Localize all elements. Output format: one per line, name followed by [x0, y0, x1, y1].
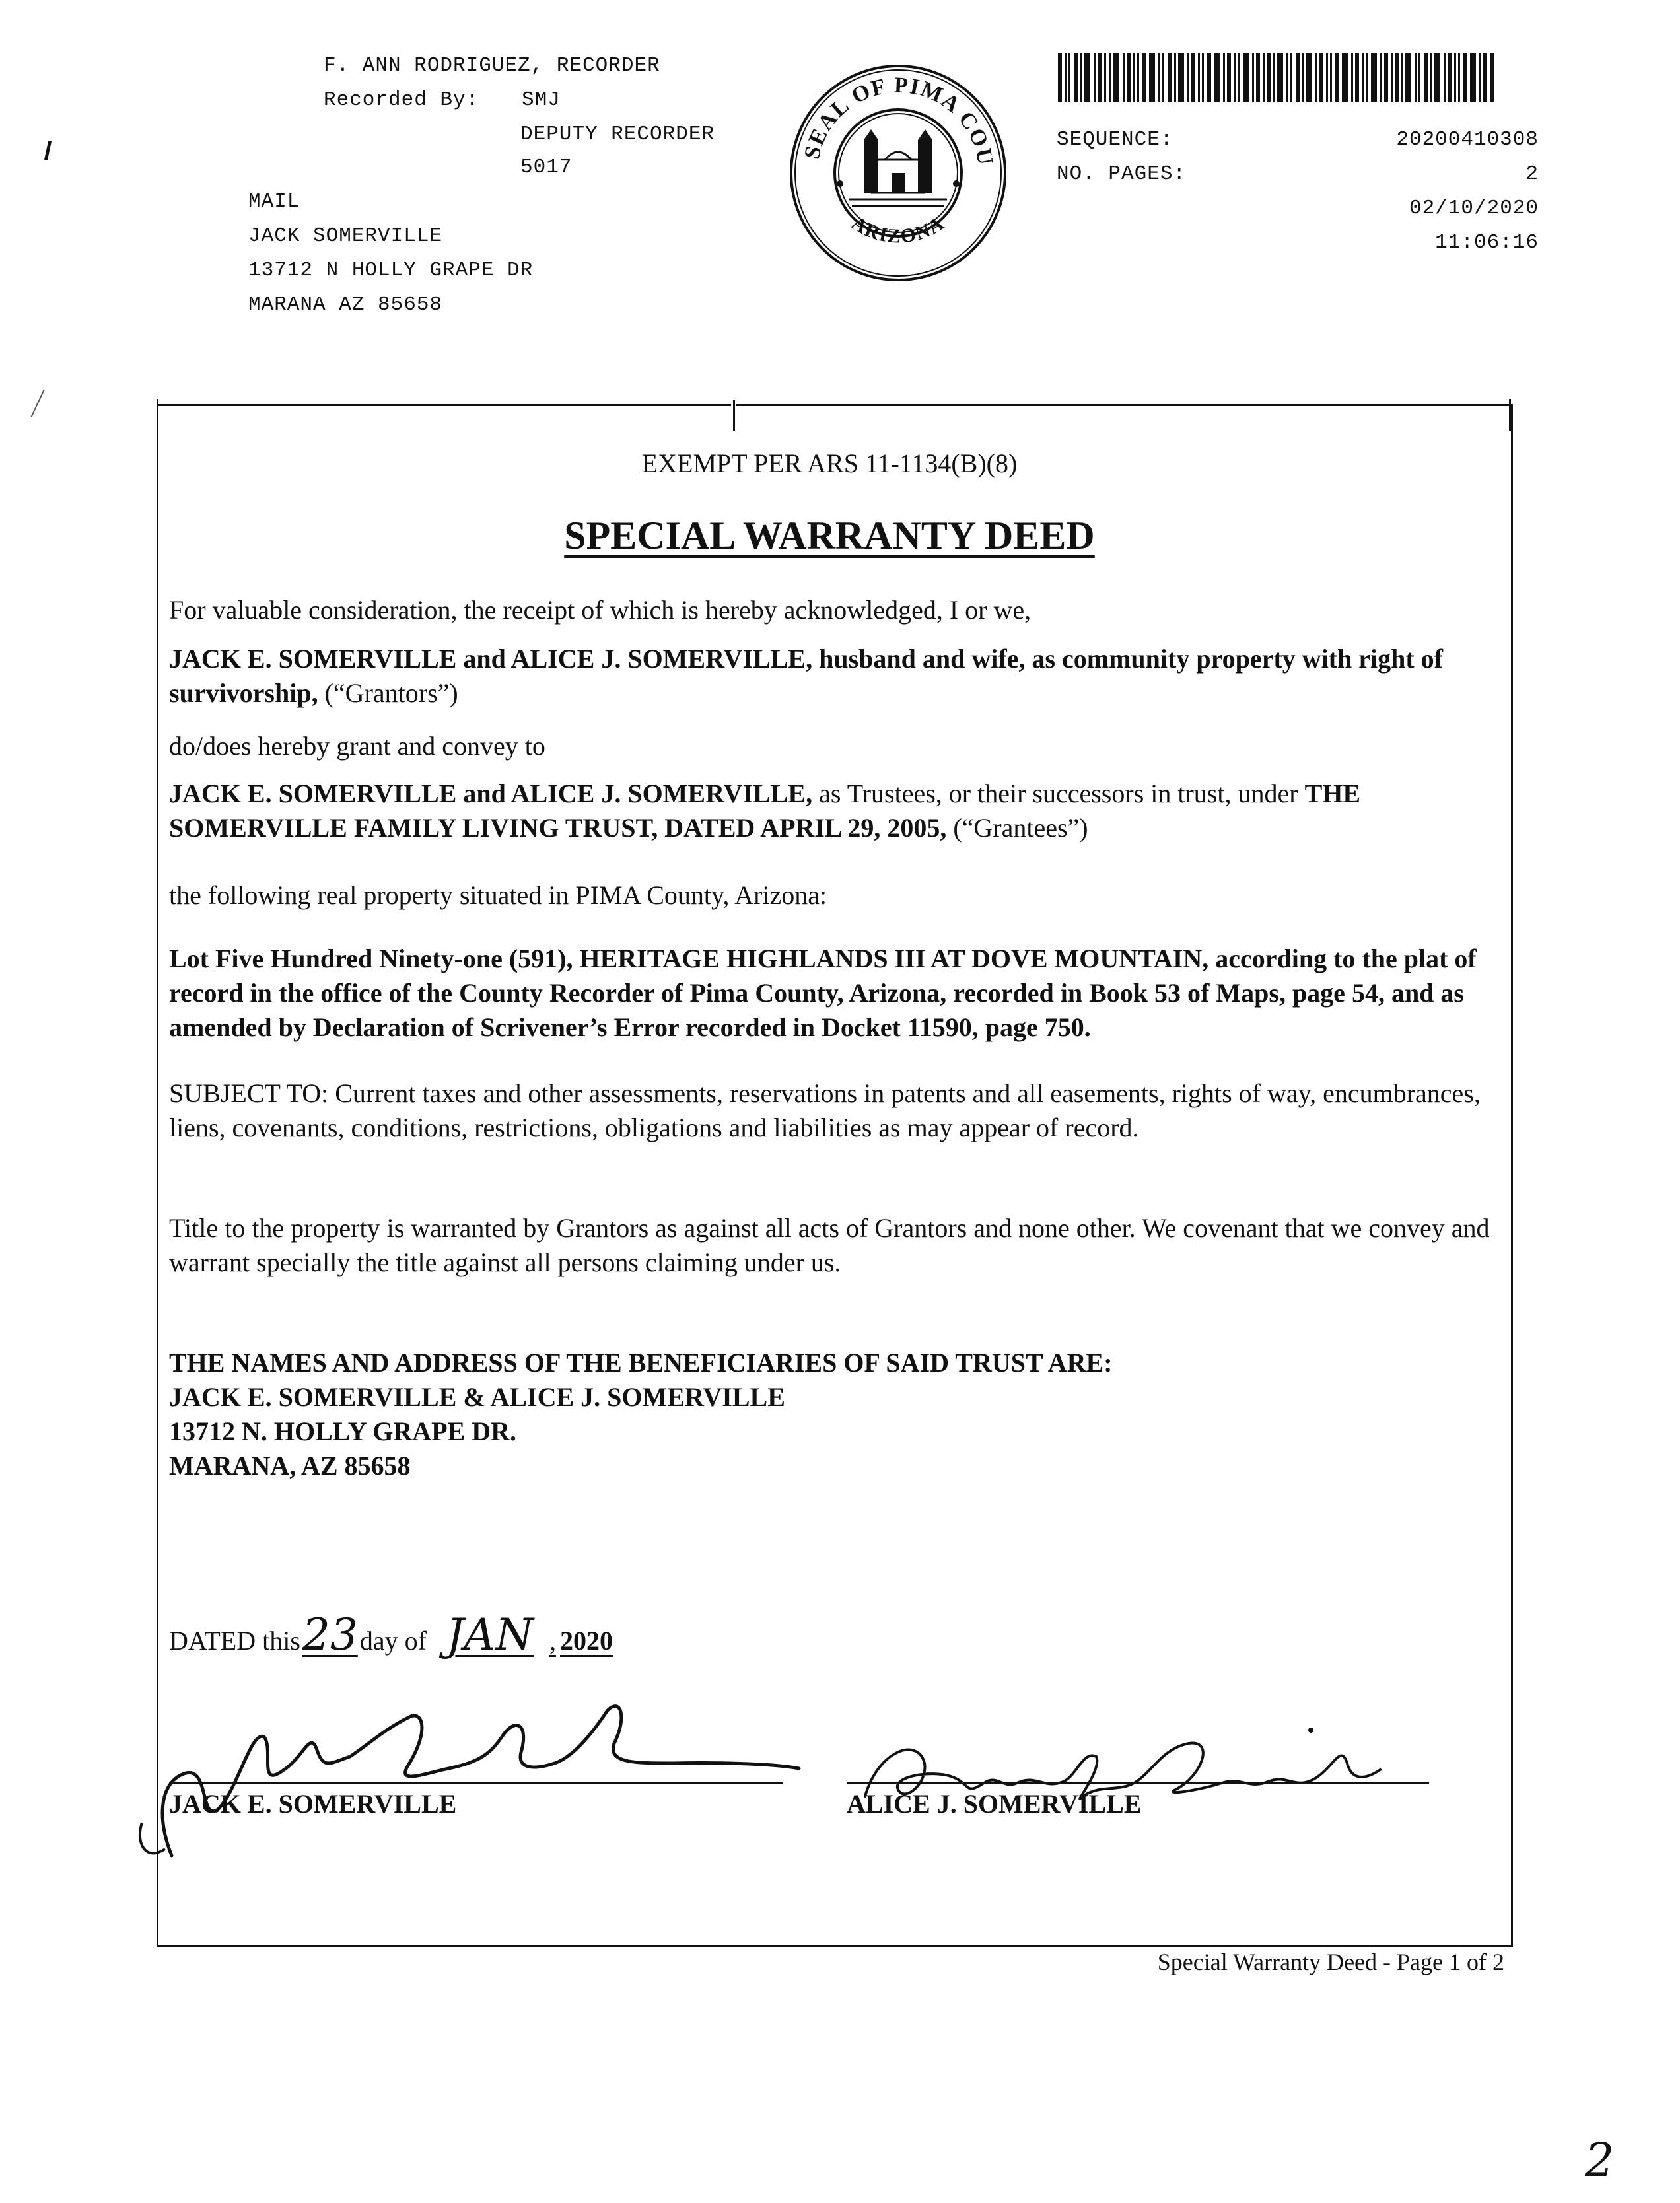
seal-bottom-text: ARIZONA: [847, 211, 949, 248]
grantors-names: JACK E. SOMERVILLE and ALICE J. SOMERVILLE, husband and wife, as community property with right of survivorship,: [169, 644, 1444, 708]
border-tick: [733, 400, 735, 431]
page-footer: Special Warranty Deed - Page 1 of 2: [1157, 1949, 1504, 1975]
dated-month: JAN: [446, 1609, 534, 1660]
signature-line-alice: [847, 1782, 1429, 1784]
pages-label: NO. PAGES:: [1057, 162, 1187, 186]
mail-name: JACK SOMERVILLE: [248, 225, 443, 248]
dated-prefix: DATED this: [169, 1626, 300, 1656]
deed-border-top: [736, 404, 1511, 406]
grantees-paragraph: [169, 777, 1490, 845]
beneficiaries-city: MARANA, AZ 85658: [169, 1451, 411, 1481]
consideration-line: For valuable consideration, the receipt of which is hereby acknowledged, I or we,: [169, 595, 1032, 625]
scan-mark: [30, 390, 44, 418]
grantees-tag: (“Grantees”): [946, 813, 1088, 843]
svg-text:ARIZONA: [848, 212, 949, 248]
dated-comma: ,: [549, 1626, 556, 1656]
recorder-name: F. ANN RODRIGUEZ, RECORDER: [324, 54, 660, 77]
grantees-mid: as Trustees, or their successors in trust, under: [812, 779, 1305, 808]
seal-top-text: SEAL OF PIMA COU: [799, 73, 998, 168]
mail-label: MAIL: [248, 190, 300, 213]
property-intro: the following real property situated in PIMA County, Arizona:: [169, 880, 827, 910]
grantors-tag: (“Grantors”): [318, 678, 458, 708]
sequence-value: 20200410308: [1396, 128, 1539, 151]
dated-day: 23: [302, 1609, 358, 1660]
border-tick: [1509, 399, 1511, 431]
recorded-by-value: SMJ: [522, 88, 561, 112]
deputy-recorder: DEPUTY RECORDER: [520, 123, 715, 146]
recording-time: 11:06:16: [1435, 231, 1539, 254]
border-tick: [157, 399, 158, 431]
pima-county-seal: [786, 61, 1010, 285]
mail-city: MARANA AZ 85658: [248, 293, 443, 316]
seal-emblem-icon: [786, 61, 1010, 285]
beneficiaries-street: 13712 N. HOLLY GRAPE DR.: [169, 1416, 516, 1446]
beneficiaries-names: JACK E. SOMERVILLE & ALICE J. SOMERVILLE: [169, 1382, 785, 1412]
grant-line: do/does hereby grant and convey to: [169, 731, 545, 761]
trust-name: THE SOMERVILLE FAMILY LIVING TRUST, DATED APRIL 29, 2005,: [169, 779, 1361, 843]
deed-title-text: SPECIAL WARRANTY DEED: [564, 514, 1095, 557]
grantors-paragraph: [169, 642, 1490, 711]
beneficiaries-heading: THE NAMES AND ADDRESS OF THE BENEFICIARIES OF SAID TRUST ARE:: [169, 1348, 1113, 1378]
recording-date: 02/10/2020: [1409, 197, 1539, 220]
signature-line-jack: [169, 1782, 783, 1784]
deputy-id: 5017: [520, 156, 573, 179]
barcode-icon: [1058, 53, 1495, 102]
handwritten-page-mark: 2: [1585, 2133, 1615, 2187]
recorded-by-label: Recorded By:: [324, 88, 479, 112]
subject-to-paragraph: SUBJECT TO: Current taxes and other assessments, reservations in patents and all easements, rights of way, encumbrances, liens, covenants, conditions, restrictions, obligations and liabilities as may appear of record.: [169, 1078, 1481, 1142]
deed-border-top: [157, 404, 731, 406]
dated-day-of: day of: [359, 1626, 427, 1656]
pages-value: 2: [1525, 162, 1539, 186]
scan-mark: [44, 141, 52, 160]
grantees-names: JACK E. SOMERVILLE and ALICE J. SOMERVILLE,: [169, 779, 813, 808]
sequence-label: SEQUENCE:: [1057, 128, 1173, 151]
dated-line: [169, 1609, 1490, 1660]
mail-street: 13712 N HOLLY GRAPE DR: [248, 259, 534, 282]
barcode: [1058, 53, 1495, 102]
signer-jack-name: JACK E. SOMERVILLE: [169, 1789, 457, 1819]
deed-title: [169, 512, 1490, 563]
exempt-line: EXEMPT PER ARS 11-1134(B)(8): [641, 448, 1018, 478]
signer-alice-name: ALICE J. SOMERVILLE: [847, 1789, 1142, 1819]
legal-description: Lot Five Hundred Ninety-one (591), HERITAGE HIGHLANDS III AT DOVE MOUNTAIN, according to the plat of record in the office of the County Recorder of Pima County, Arizona, recorded in Book 53 of Maps, page 54, and as amended by Declaration of Scrivener’s Error recorded in Docket 11590, page 750.: [169, 944, 1477, 1042]
signature-jack-icon: [132, 1691, 819, 1869]
dated-year: 2020: [559, 1626, 613, 1656]
warranty-paragraph: Title to the property is warranted by Grantors as against all acts of Grantors and none other. We covenant that we convey and warrant specially the title against all persons claiming under us.: [169, 1213, 1490, 1277]
